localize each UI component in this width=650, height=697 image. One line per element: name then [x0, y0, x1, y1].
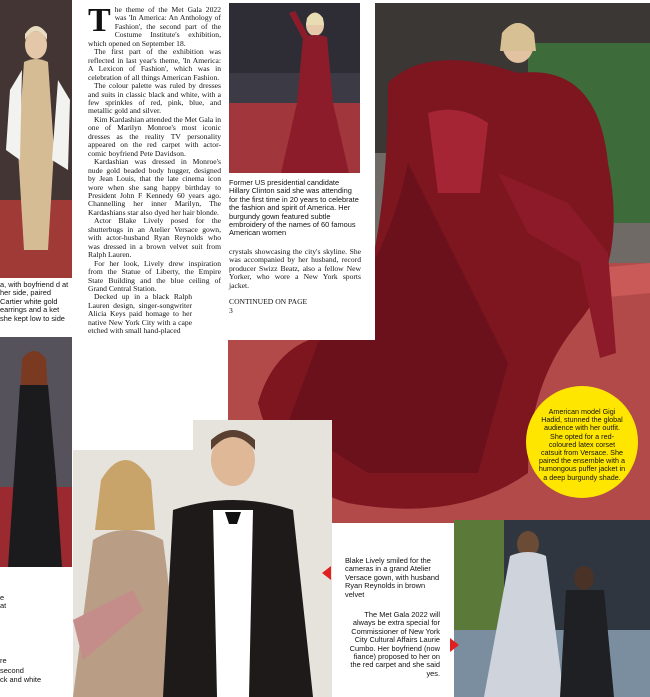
- caption-left-partial-5: ck and white: [0, 675, 42, 684]
- caption-left-partial-4: second: [0, 666, 24, 675]
- article-paragraph-5: Kardashian was dressed in Monroe's nude gold beaded body hugger, designed by Jean Louis, that the late cinema icon wore when she sang happy birthday to President John F Kennedy 60 years ago. Channelling her inner Marilyn, The Kardashians star also dyed her hair blonde.: [88, 157, 221, 217]
- caption-kim-partial: a, with boyfriend d at her side, paired Cartier white gold earrings and a ket she kept low to side: [0, 280, 69, 323]
- article-paragraph-1: The theme of the Met Gala 2022 was 'In America: An Anthology of Fashion', the second part of the Costume Institute's exhibition, which opened on September 18.: [88, 2, 221, 48]
- article-column-2: [229, 248, 361, 315]
- article-paragraph-4: Kim Kardashian attended the Met Gala in one of Marilyn Monroe's most iconic dresses as the reality TV personality appeared on the red carpet with actor-comic boyfriend Pete Davidson.: [88, 114, 221, 158]
- article-paragraph-7: For her look, Lively drew inspiration from the Statue of Liberty, the Empire State Building and the blue ceiling of Grand Central Station.: [88, 258, 221, 293]
- article-paragraph-2: The first part of the exhibition was reflected in last year's theme, 'In America: A Lexicon of Fashion', which was in celebration of all things American Fashion.: [88, 47, 221, 82]
- caption-pointer-laurie: [450, 638, 459, 652]
- hillary-figure-illustration: [229, 3, 360, 173]
- photo-blake-lively-ryan-reynolds: [73, 420, 332, 697]
- caption-left-partial-3: re: [0, 656, 7, 665]
- caption-blake-lively: Blake Lively smiled for the cameras in a grand Atelier Versace gown, with husband Ryan Reynolds in brown velvet: [345, 556, 440, 599]
- photo-left-middle: [0, 337, 72, 567]
- caption-left-partial-2: at: [0, 601, 7, 610]
- caption-gigi-hadid: American model Gigi Hadid, stunned the global audience with her outfit. She opted for a red-coloured latex corset catsuit from Versace. She paired the ensemble with a humongous puffer jacket in a deep burgundy shade.: [538, 407, 626, 482]
- article-paragraph-3: The colour palette was ruled by dresses and suits in classic black and white, with a few sprinkles of red, pink, blue, and metallic gold and silver.: [88, 81, 221, 116]
- article-paragraph-8: Decked up in a black Ralph Lauren design, singer-songwriter Alicia Keys paid homage to her native New York City with a cape etched with small hand-placed: [88, 292, 192, 336]
- drop-cap: T: [88, 2, 111, 39]
- kim-figure-illustration: [0, 0, 72, 278]
- laurie-figure-illustration: [454, 520, 650, 697]
- caption-pointer-blake: [322, 566, 331, 580]
- article-continuation: crystals showcasing the city's skyline. She was accompanied by her husband, record producer Swizz Beatz, also a fellow New Yorker, who wore a New York sports jacket.: [229, 247, 361, 290]
- article-paragraph-6: Actor Blake Lively posed for the shutterbugs in an Atelier Versace gown, with actor-husband Ryan Reynolds who was dressed in a brown velvet suit from Ralph Lauren.: [88, 216, 221, 260]
- photo-kim-kardashian: [0, 0, 72, 278]
- caption-laurie-cumbo: The Met Gala 2022 will always be extra special for Commissioner of New York City Cultural Affairs Laurie Cumbo. Her boyfriend (now fiance) proposed to her on the red carpet and she said yes.: [349, 610, 440, 678]
- caption-hillary-clinton: Former US presidential candidate Hillary Clinton said she was attending for the first time in 20 years to celebrate the fashion and spirit of America. Her burgundy gown featured subtle embroidery of the names of 60 famous American women: [229, 178, 359, 238]
- article-column-1: [88, 2, 221, 458]
- continued-on-page-3: CONTINUED ON PAGE 3: [229, 297, 308, 315]
- photo-hillary-clinton: [229, 3, 360, 173]
- photo-laurie-cumbo: [454, 520, 650, 697]
- caption-left-partial-1: e: [0, 593, 5, 602]
- caption-gigi-hadid-bubble: [526, 386, 638, 498]
- blake-ryan-illustration: [73, 420, 332, 697]
- left-middle-figure-illustration: [0, 337, 72, 567]
